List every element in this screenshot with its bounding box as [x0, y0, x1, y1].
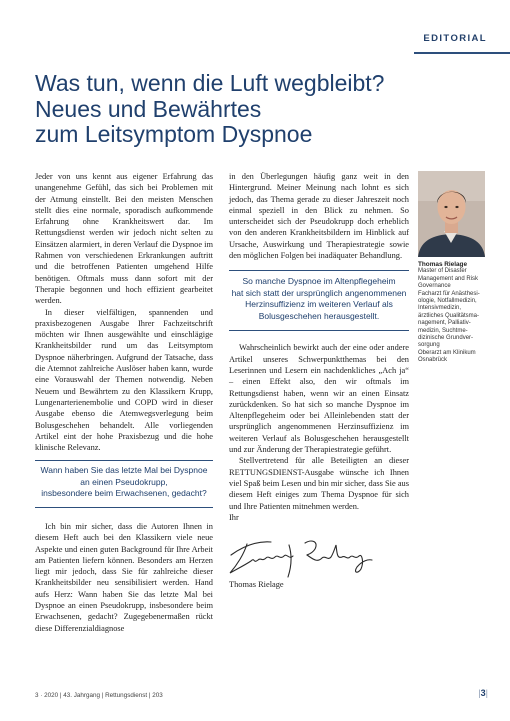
- bio-line: dizinische Grundver-: [418, 335, 474, 342]
- handwritten-signature: [225, 527, 375, 579]
- bio-line: Intensivmedizin,: [418, 305, 462, 312]
- pull-quote: [35, 460, 213, 508]
- bio-line: Facharzt für Anästhesi-: [418, 290, 480, 297]
- paragraph: In dieser vielfältigen, spannenden und praxisbezogenen Ausgabe Ihrer Fachzeitschrift möchten wir Ihnen ausgewählte und einschlägige Krankheitsbilder rund um das Leitsymptom Dyspnoe näherbringen. Aufgrund der Tatsache, dass die Atemnot zahlreiche Auslöser haben kann, wurde eine Vorauswahl der Themen notwendig. Neben Neuem und Bewährtem zu den Klassikern Krupp, Lungenarterienembolie und COPD wird in dieser Ausgabe ebenso die Atemwegsverlegung beim Bolusgeschehen behandelt. Alle vorliegenden Artikel eint der hohe Praxisbezug und die hohe klinische Relevanz.: [35, 307, 213, 453]
- paragraph: Ich bin mir sicher, dass die Autoren Ihnen in diesem Heft auch bei den Klassikern viele neue Aspekte und einen guten Background für Ihre Arbeit am Patienten liefern können. Besonders am Herzen liegt mir jedoch, dass Sie für zahlreiche dieser Krankheitsbilder neu sensibilisiert werden. Hand aufs Herz: Wann haben Sie das letzte Mal bei Dyspnoe an einen Pseudokrupp, insbesondere beim Erwachsenen, gedacht? Zugegebenermaßen rückt diese Differenzialdiagnose: [35, 521, 213, 633]
- author-bio: [418, 261, 498, 365]
- pull-quote-line: Wann haben Sie das letzte Mal bei Dyspnoe: [40, 465, 208, 476]
- bio-line: ärztliches Qualitätsma-: [418, 312, 480, 319]
- divider: |: [478, 688, 481, 698]
- article-headline: [35, 70, 475, 147]
- paragraph: Stellvertretend für alle Beteiligten an dieser RETTUNGSDIENST-Ausgabe wünsche ich Ihnen viel Spaß beim Lesen und bin mir sicher, dass Sie aus diesem Heft einiges zum Thema Dyspnoe für sich und Ihre Patienten mitnehmen werden.: [229, 456, 409, 511]
- section-rule: [414, 52, 510, 54]
- bio-line: medizin, Suchtme-: [418, 327, 468, 334]
- pull-quote-line: Herzinsuffizienz im weiteren Verlauf als: [245, 299, 393, 310]
- bio-line: Governance: [418, 283, 451, 290]
- pull-quote-line: an einen Pseudokrupp,: [80, 476, 168, 487]
- bio-line: Oberarzt am Klinikum: [418, 349, 476, 356]
- page-number-block: [478, 688, 488, 698]
- page-number: 3: [480, 688, 486, 698]
- headline-line-2: Neues und Bewährtes: [35, 96, 262, 122]
- closing-word: Ihr: [229, 512, 239, 522]
- section-label: EDITORIAL: [423, 33, 487, 44]
- bio-line: ologie, Notfallmedizin,: [418, 298, 477, 305]
- author-name: Thomas Rielage: [418, 261, 468, 268]
- headline-line-3: zum Leitsymptom Dyspnoe: [35, 121, 313, 147]
- issue-info: 3 · 2020 | 43. Jahrgang | Rettungsdienst | 203: [35, 692, 163, 699]
- pull-quote-line: hat sich statt der ursprünglich angenommenen: [231, 287, 407, 298]
- signer-name: Thomas Rielage: [229, 580, 284, 590]
- paragraph: Wahrscheinlich bewirkt auch der eine oder andere Artikel unseres Schwerpunktthemas bei den Leserinnen und Lesern ein nachdenkliches „Ach ja“ – einen Effekt also, den wir oftmals im Rettungsdienst haben, wenn wir an einen Einsatz zurückdenken. So hat sich so manche Dyspnoe im Altenpflegeheim oder bei Alleinlebenden statt der ursprünglich angenommenen Herzinsuffizienz im weiteren Verlauf als Bolusgeschehen herausgestellt und zur Änderung der Therapiestrategie geführt.: [229, 343, 409, 455]
- pull-quote: [229, 270, 409, 331]
- pull-quote-line: So manche Dyspnoe im Altenpflegeheim: [242, 276, 396, 287]
- pull-quote-line: Bolusgeschehen herausgestellt.: [258, 310, 380, 321]
- author-portrait: [418, 171, 485, 257]
- pull-quote-line: insbesondere beim Erwachsenen, gedacht?: [41, 488, 207, 499]
- bio-line: nagement, Palliativ-: [418, 320, 471, 327]
- headline-line-1: Was tun, wenn die Luft wegbleibt?: [35, 70, 385, 96]
- paragraph: Jeder von uns kennt aus eigener Erfahrung das unangenehme Gefühl, das sich bei Problemen mit der Atmung einstellt. Bei den meisten Menschen stellt dies eine normale, sporadisch aufkommende Erfahrung ohne Krankheitswert dar. Im Rettungsdienst werden wir jedoch nicht selten zu Einsätzen alarmiert, in deren Verlauf die Dyspnoe im Rahmen von verschiedenen Erkrankungen auftritt und die betroffenen Patienten umgehend Hilfe benötigen. Oftmals muss dann sofort mit der Therapie begonnen und hoch effizient gearbeitet werden.: [35, 172, 213, 306]
- bio-line: Management and Risk: [418, 275, 479, 282]
- bio-line: Master of Disaster: [418, 268, 467, 275]
- bio-line: sorgung: [418, 342, 440, 349]
- text-column-right: [229, 171, 409, 590]
- text-column-left: [35, 171, 213, 634]
- bio-line: Osnabrück: [418, 357, 448, 364]
- paragraph: in den Überlegungen häufig ganz weit in den Hintergrund. Meiner Meinung nach lohnt es sich jedoch, das Thema gerade zu dieser Jahreszeit noch einmal speziell in den Blick zu nehmen. So unterscheidet sich der Pseudokrupp doch erheblich von den anderen Krankheitsbildern im Hinblick auf Ursache, Auswirkung und Therapiestrategie sowie den möglichen Folgen bei inadäquater Behandlung.: [229, 172, 409, 261]
- divider: |: [485, 688, 488, 698]
